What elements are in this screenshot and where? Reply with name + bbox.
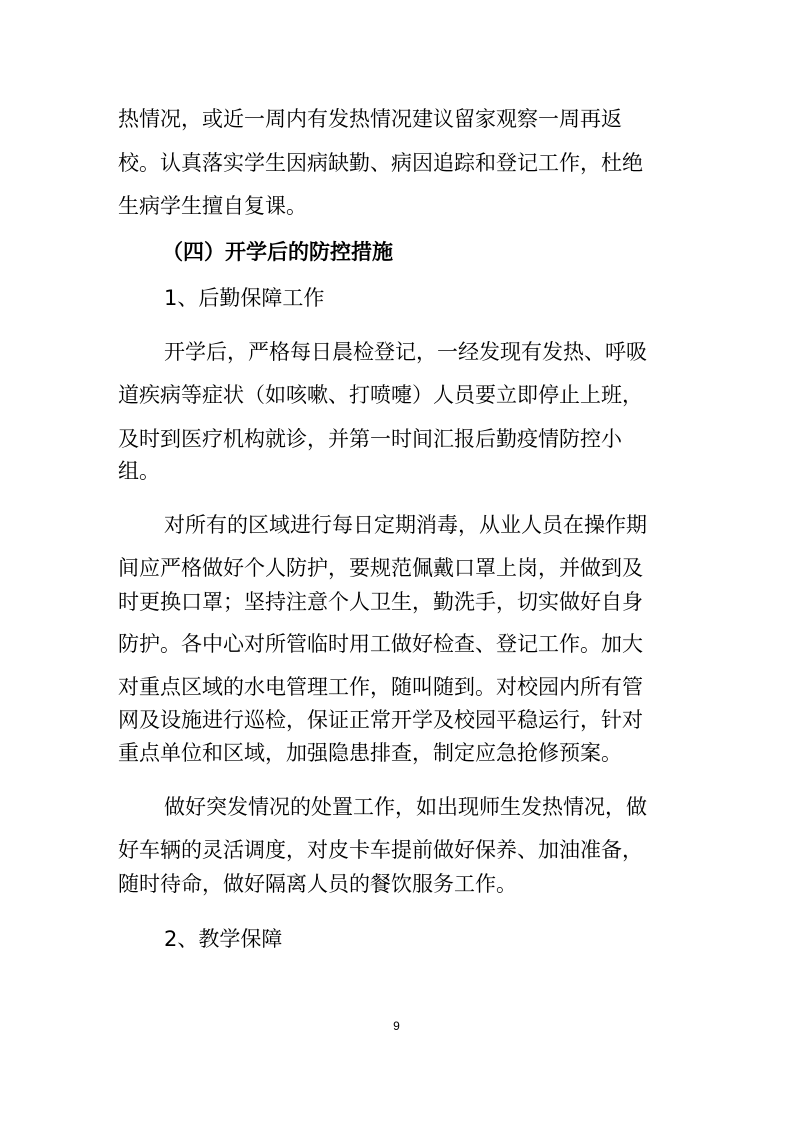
paragraph-1-line-2: 校。认真落实学生因病缺勤、病因追踪和登记工作，杜绝 bbox=[118, 151, 643, 175]
paragraph-3-line-7: 重点单位和区域，加强隐患排查，制定应急抢修预案。 bbox=[118, 741, 622, 765]
paragraph-4-line-2: 好车辆的灵活调度，对皮卡车提前做好保养、加油准备， bbox=[118, 838, 643, 862]
section-heading-4: （四）开学后的防控措施 bbox=[162, 240, 393, 264]
paragraph-2-line-2: 道疾病等症状（如咳嗽、打喷嚏）人员要立即停止上班， bbox=[118, 383, 643, 407]
paragraph-3-line-5: 对重点区域的水电管理工作，随叫随到。对校园内所有管 bbox=[118, 675, 643, 699]
paragraph-4-line-1: 做好突发情况的处置工作，如出现师生发热情况，做 bbox=[164, 795, 647, 819]
page-number: 9 bbox=[393, 1019, 400, 1033]
paragraph-3-line-2: 间应严格做好个人防护，要规范佩戴口罩上岗，并做到及 bbox=[118, 556, 643, 580]
subheading-teaching: 2、教学保障 bbox=[164, 927, 283, 951]
paragraph-3-line-6: 网及设施进行巡检，保证正常开学及校园平稳运行，针对 bbox=[118, 708, 643, 732]
paragraph-3-line-4: 防护。各中心对所管临时用工做好检查、登记工作。加大 bbox=[118, 632, 643, 656]
paragraph-2-line-4: 组。 bbox=[118, 459, 160, 483]
paragraph-2-line-1: 开学后，严格每日晨检登记，一经发现有发热、呼吸 bbox=[164, 340, 647, 364]
paragraph-1-line-3: 生病学生擅自复课。 bbox=[118, 194, 307, 218]
paragraph-4-line-3: 随时待命，做好隔离人员的餐饮服务工作。 bbox=[118, 872, 517, 896]
subheading-logistics: 1、后勤保障工作 bbox=[164, 286, 325, 310]
paragraph-2-line-3: 及时到医疗机构就诊，并第一时间汇报后勤疫情防控小 bbox=[118, 427, 622, 451]
paragraph-3-line-3: 时更换口罩；坚持注意个人卫生，勤洗手，切实做好自身 bbox=[118, 590, 643, 614]
paragraph-1-line-1: 热情况，或近一周内有发热情况建议留家观察一周再返 bbox=[118, 107, 622, 131]
paragraph-3-line-1: 对所有的区域进行每日定期消毒，从业人员在操作期 bbox=[164, 513, 647, 537]
